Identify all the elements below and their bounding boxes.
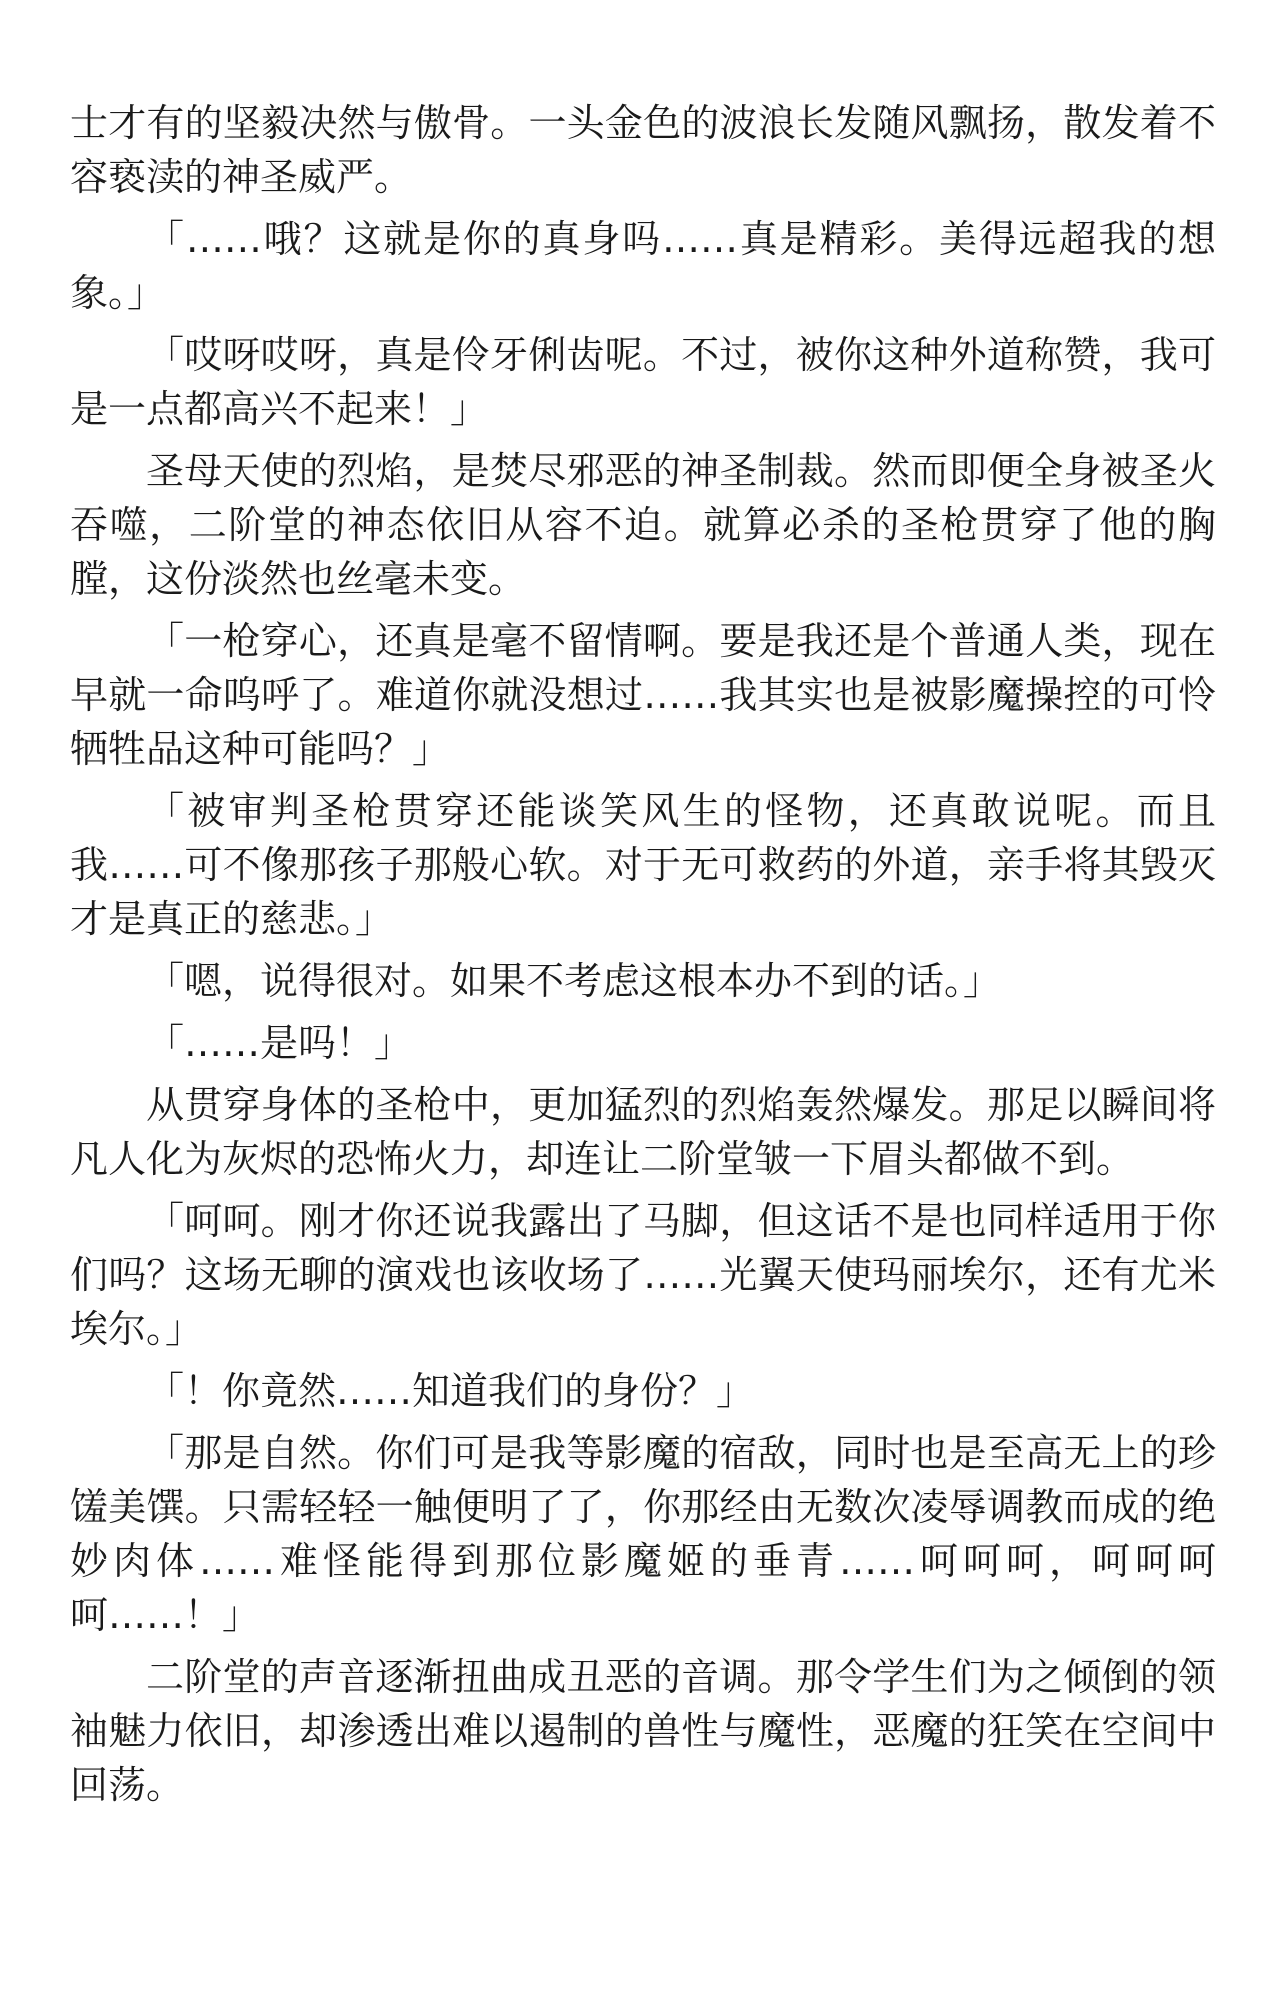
paragraph-8: 「……是吗！」 (146, 1021, 413, 1065)
paragraph-11: 「！你竟然……知道我们的身份？」 (146, 1369, 755, 1413)
paragraph-12: 「那是自然。你们可是我等影魔的宿敌，同时也是至高无上的珍馐美馔。只需轻轻一触便明了了，你那经由无数次凌辱调教而成的绝妙肉体……难怪能得到那位影魔姬的垂青……呵呵呵，呵呵呵呵……！」 (70, 1431, 1216, 1637)
paragraph-1: 士才有的坚毅决然与傲骨。一头金色的波浪长发随风飘扬，散发着不容亵渎的神圣威严。 (70, 101, 1216, 199)
paragraph-3: 「哎呀哎呀，真是伶牙俐齿呢。不过，被你这种外道称赞，我可是一点都高兴不起来！」 (70, 333, 1216, 431)
paragraph-2: 「……哦？这就是你的真身吗……真是精彩。美得远超我的想象。」 (70, 217, 1216, 315)
paragraph-7: 「嗯，说得很对。如果不考虑这根本办不到的话。」 (146, 959, 1002, 1003)
paragraph-13: 二阶堂的声音逐渐扭曲成丑恶的音调。那令学生们为之倾倒的领袖魅力依旧，却渗透出难以遏制的兽性与魔性，恶魔的狂笑在空间中回荡。 (70, 1655, 1216, 1807)
paragraph-4: 圣母天使的烈焰，是焚尽邪恶的神圣制裁。然而即便全身被圣火吞噬，二阶堂的神态依旧从容不迫。就算必杀的圣枪贯穿了他的胸膛，这份淡然也丝毫未变。 (70, 449, 1216, 601)
paragraph-10: 「呵呵。刚才你还说我露出了马脚，但这话不是也同样适用于你们吗？这场无聊的演戏也该收场了……光翼天使玛丽埃尔，还有尤米埃尔。」 (70, 1199, 1216, 1351)
paragraph-6: 「被审判圣枪贯穿还能谈笑风生的怪物，还真敢说呢。而且我……可不像那孩子那般心软。对于无可救药的外道，亲手将其毁灭才是真正的慈悲。」 (70, 789, 1216, 941)
page-body (70, 96, 1216, 1820)
paragraph-5: 「一枪穿心，还真是毫不留情啊。要是我还是个普通人类，现在早就一命呜呼了。难道你就没想过……我其实也是被影魔操控的可怜牺牲品这种可能吗？」 (70, 619, 1216, 771)
paragraph-9: 从贯穿身体的圣枪中，更加猛烈的烈焰轰然爆发。那足以瞬间将凡人化为灰烬的恐怖火力，却连让二阶堂皱一下眉头都做不到。 (70, 1083, 1216, 1181)
